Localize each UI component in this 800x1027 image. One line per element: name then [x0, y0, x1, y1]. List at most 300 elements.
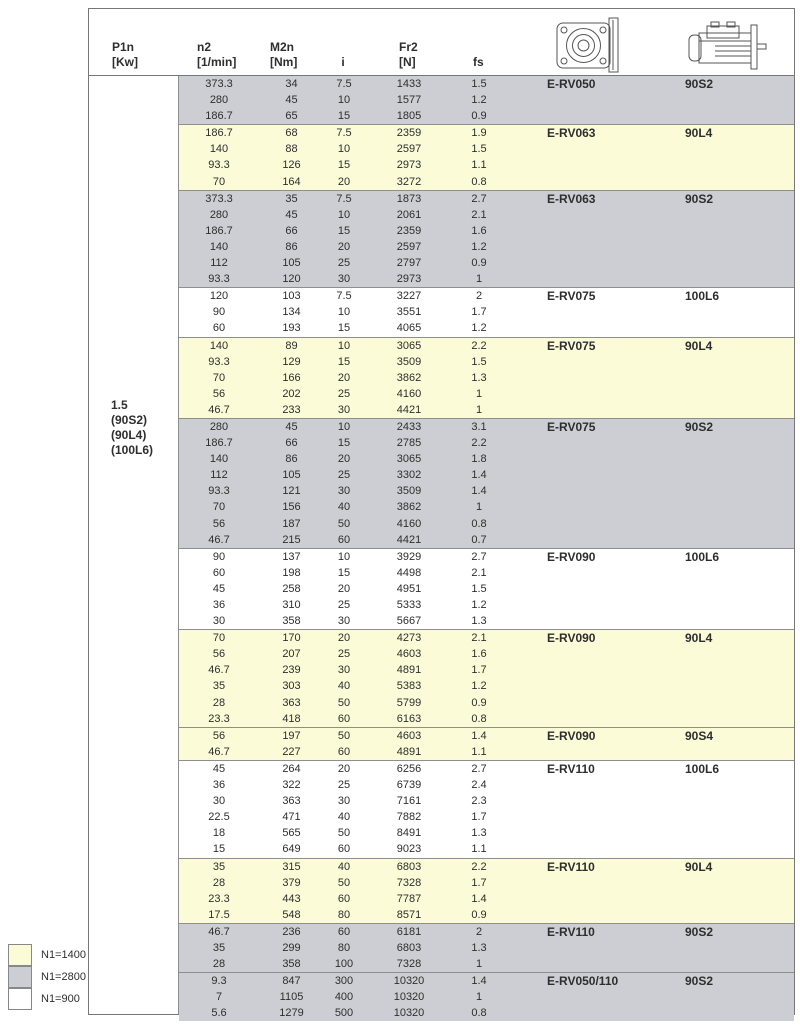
- value-cell: 1.2: [471, 240, 487, 253]
- motor-size-label: 90L4: [685, 631, 713, 646]
- value-cell: 197: [282, 729, 301, 742]
- value-cell: 50: [337, 517, 351, 530]
- value-cell: 28: [212, 696, 226, 709]
- value-cell: 30: [337, 403, 351, 416]
- gearbox-model-label: E-RV110: [547, 761, 595, 776]
- value-cell: 1.5: [471, 78, 487, 90]
- value-cell: 5383: [396, 680, 422, 693]
- value-cell: 373.3: [205, 192, 233, 205]
- table-row: [179, 809, 794, 825]
- value-cell: 5.6: [211, 1007, 227, 1020]
- value-cell: 3065: [396, 339, 422, 352]
- value-cell: 103: [282, 290, 301, 303]
- value-cell: 4160: [396, 517, 422, 530]
- column-header-fr2: Fr2 [N]: [399, 40, 418, 69]
- value-cell: 10320: [393, 975, 425, 988]
- value-cell: 0.8: [471, 712, 487, 725]
- data-rows-area: [179, 76, 794, 1020]
- p1n-power-label: [89, 76, 178, 458]
- table-row: [179, 793, 794, 809]
- value-cell: 10: [337, 420, 351, 433]
- value-cell: 23.3: [208, 712, 230, 725]
- value-cell: 6803: [396, 941, 422, 954]
- value-cell: 15: [337, 224, 351, 237]
- value-cell: 34: [285, 78, 298, 90]
- value-cell: 7882: [396, 811, 422, 824]
- value-cell: 46.7: [208, 403, 230, 416]
- value-cell: 70: [212, 175, 226, 188]
- model-group: [179, 337, 794, 418]
- value-cell: 100: [334, 958, 354, 971]
- value-cell: 2.4: [471, 779, 487, 792]
- value-cell: 20: [337, 762, 351, 775]
- value-cell: 1.3: [471, 827, 487, 840]
- value-cell: 0.8: [471, 175, 487, 188]
- value-cell: 45: [285, 94, 298, 107]
- value-cell: 7161: [396, 795, 422, 808]
- legend-label: N1=900: [41, 993, 80, 1005]
- gearbox-model-label: E-RV075: [547, 419, 596, 434]
- value-cell: 60: [337, 892, 351, 905]
- table-row: [179, 141, 794, 157]
- model-group: [179, 923, 794, 972]
- value-cell: 30: [337, 615, 351, 628]
- value-cell: 15: [337, 566, 351, 579]
- model-group: [179, 548, 794, 629]
- motor-option-1: (90S2): [111, 413, 148, 427]
- value-cell: 30: [337, 485, 351, 498]
- value-cell: 20: [337, 582, 351, 595]
- value-cell: 25: [337, 599, 351, 611]
- table-row: [179, 532, 794, 548]
- motor-size-label: 100L6: [685, 549, 720, 564]
- table-row: [179, 157, 794, 173]
- value-cell: 1.7: [471, 306, 487, 319]
- table-row: [179, 435, 794, 451]
- table-row: [179, 940, 794, 956]
- value-cell: 36: [212, 599, 226, 611]
- value-cell: 1577: [396, 94, 422, 107]
- value-cell: 358: [282, 615, 301, 628]
- value-cell: 1.8: [471, 453, 487, 466]
- table-row: [179, 467, 794, 483]
- value-cell: 80: [337, 908, 351, 921]
- value-cell: 10: [337, 339, 351, 352]
- value-cell: 70: [212, 632, 226, 645]
- value-cell: 30: [212, 615, 226, 628]
- value-cell: 22.5: [208, 811, 230, 824]
- column-header-p1n: P1n [Kw]: [112, 40, 138, 69]
- value-cell: 236: [282, 925, 301, 938]
- value-cell: 1.2: [471, 599, 487, 611]
- value-cell: 1.3: [471, 615, 487, 628]
- value-cell: 86: [285, 453, 298, 466]
- model-group: [179, 287, 794, 336]
- value-cell: 233: [282, 403, 301, 416]
- motor-size-label: 90S2: [685, 191, 714, 206]
- value-cell: 2359: [396, 127, 422, 140]
- value-cell: 60: [337, 745, 351, 758]
- value-cell: 2.7: [471, 550, 487, 563]
- value-cell: 46.7: [208, 664, 230, 677]
- legend-label: N1=2800: [41, 971, 86, 983]
- value-cell: 2973: [396, 273, 422, 286]
- value-cell: 4891: [396, 664, 422, 677]
- value-cell: 60: [337, 925, 351, 938]
- value-cell: 15: [337, 322, 351, 335]
- value-cell: 299: [282, 941, 301, 954]
- value-cell: 0.9: [471, 696, 487, 709]
- motor-size-label: 90S4: [685, 728, 714, 743]
- value-cell: 25: [337, 469, 351, 482]
- value-cell: 1.7: [471, 811, 487, 824]
- legend-item: [8, 944, 86, 966]
- value-cell: 7.5: [336, 127, 352, 140]
- gearbox-model-label: E-RV110: [547, 859, 595, 874]
- value-cell: 6739: [396, 779, 422, 792]
- table-row: [179, 239, 794, 255]
- value-cell: 112: [210, 257, 228, 270]
- model-group: [179, 190, 794, 288]
- table-row: [179, 989, 794, 1005]
- value-cell: 1: [475, 387, 483, 400]
- value-cell: 565: [282, 827, 301, 840]
- value-cell: 1.7: [471, 876, 487, 889]
- table-row: [179, 565, 794, 581]
- value-cell: 186.7: [205, 110, 233, 123]
- value-cell: 280: [209, 420, 229, 433]
- value-cell: 7.5: [336, 78, 352, 90]
- value-cell: 3227: [396, 290, 422, 303]
- value-cell: 280: [209, 94, 229, 107]
- value-cell: 40: [337, 680, 351, 693]
- value-cell: 280: [209, 208, 229, 221]
- value-cell: 7.5: [336, 192, 352, 205]
- value-cell: 471: [282, 811, 301, 824]
- table-row: [179, 354, 794, 370]
- value-cell: 10320: [393, 991, 425, 1004]
- gearbox-model-label: E-RV075: [547, 289, 596, 304]
- value-cell: 1: [475, 501, 483, 514]
- table-row: [179, 108, 794, 124]
- table-row: [179, 907, 794, 923]
- value-cell: 1105: [279, 991, 304, 1004]
- value-cell: 3302: [396, 469, 422, 482]
- value-cell: 45: [212, 582, 226, 595]
- value-cell: 15: [337, 110, 351, 123]
- motor-size-label: 90L4: [685, 126, 713, 141]
- value-cell: 315: [282, 860, 301, 873]
- motor-size-label: 90S2: [685, 419, 714, 434]
- value-cell: 140: [209, 240, 229, 253]
- model-group: [179, 76, 794, 124]
- value-cell: 20: [337, 453, 351, 466]
- value-cell: 80: [337, 941, 351, 954]
- value-cell: 2785: [396, 437, 422, 450]
- value-cell: 2.2: [471, 860, 487, 873]
- value-cell: 25: [337, 779, 351, 792]
- value-cell: 93.3: [208, 159, 230, 172]
- value-cell: 156: [282, 501, 301, 514]
- value-cell: 198: [282, 566, 301, 579]
- value-cell: 1.3: [471, 371, 487, 384]
- value-cell: 2.1: [471, 208, 487, 221]
- motor-option-2: (90L4): [111, 428, 147, 442]
- value-cell: 93.3: [208, 273, 230, 286]
- value-cell: 1.3: [471, 941, 487, 954]
- table-row: [179, 499, 794, 515]
- value-cell: 500: [334, 1007, 354, 1020]
- value-cell: 5667: [396, 615, 422, 628]
- value-cell: 1.4: [471, 469, 487, 482]
- table-row: [179, 875, 794, 891]
- value-cell: 8491: [396, 827, 422, 840]
- value-cell: 3551: [396, 306, 422, 319]
- value-cell: 1.2: [471, 94, 487, 107]
- value-cell: 1.4: [471, 892, 487, 905]
- table-row: [179, 386, 794, 402]
- motor-size-label: 100L6: [685, 761, 720, 776]
- table-row: [179, 255, 794, 271]
- table-row: [179, 777, 794, 793]
- value-cell: 1.1: [471, 843, 487, 856]
- value-cell: 4421: [396, 403, 422, 416]
- value-cell: 6181: [396, 925, 422, 938]
- table-row: [179, 483, 794, 499]
- value-cell: 443: [282, 892, 301, 905]
- table-row: [179, 207, 794, 223]
- value-cell: 112: [210, 469, 228, 482]
- value-cell: 1: [475, 403, 483, 416]
- value-cell: 373.3: [205, 78, 233, 90]
- value-cell: 3862: [396, 371, 422, 384]
- value-cell: 23.3: [208, 892, 230, 905]
- table-row: [179, 841, 794, 857]
- value-cell: 6803: [396, 860, 422, 873]
- model-group: [179, 727, 794, 760]
- value-cell: 1.9: [471, 127, 487, 140]
- value-cell: 258: [282, 582, 301, 595]
- value-cell: 15: [212, 843, 226, 856]
- value-cell: 60: [337, 712, 351, 725]
- value-cell: 140: [209, 143, 229, 156]
- value-cell: 66: [285, 224, 298, 237]
- value-cell: 2: [475, 290, 483, 303]
- model-group: [179, 124, 794, 189]
- motor-side-icon: [681, 21, 777, 76]
- gearmotor-selection-table: [88, 8, 795, 1020]
- table-row: [179, 613, 794, 629]
- value-cell: 25: [337, 387, 351, 400]
- value-cell: 193: [282, 322, 301, 335]
- value-cell: 129: [282, 355, 301, 368]
- table-row: [179, 370, 794, 386]
- value-cell: 120: [209, 290, 229, 303]
- speed-color-legend: [8, 944, 86, 1010]
- value-cell: 45: [285, 420, 298, 433]
- motor-size-label: 90L4: [685, 338, 713, 353]
- value-cell: 4603: [396, 648, 422, 661]
- table-row: [179, 451, 794, 467]
- value-cell: 1.4: [471, 485, 487, 498]
- value-cell: 30: [212, 795, 226, 808]
- value-cell: 322: [282, 779, 301, 792]
- value-cell: 1.6: [471, 224, 487, 237]
- value-cell: 140: [209, 453, 229, 466]
- value-cell: 207: [282, 648, 301, 661]
- value-cell: 60: [212, 322, 226, 335]
- value-cell: 46.7: [208, 925, 230, 938]
- value-cell: 93.3: [208, 485, 230, 498]
- column-header-n2: n2 [1/min]: [197, 40, 237, 69]
- value-cell: 66: [285, 437, 298, 450]
- value-cell: 310: [282, 599, 301, 611]
- legend-color-swatch: [8, 988, 32, 1010]
- value-cell: 93.3: [208, 355, 230, 368]
- value-cell: 264: [282, 762, 301, 775]
- value-cell: 60: [212, 566, 226, 579]
- value-cell: 20: [337, 175, 351, 188]
- value-cell: 363: [282, 696, 301, 709]
- value-cell: 40: [337, 811, 351, 824]
- model-group: [179, 972, 794, 1021]
- value-cell: 2359: [396, 224, 422, 237]
- value-cell: 4273: [396, 632, 422, 645]
- value-cell: 70: [212, 371, 226, 384]
- value-cell: 5333: [396, 599, 422, 611]
- table-row: [179, 662, 794, 678]
- value-cell: 10: [337, 306, 351, 319]
- value-cell: 227: [282, 745, 301, 758]
- table-row: [179, 304, 794, 320]
- model-group: [179, 629, 794, 727]
- value-cell: 5799: [396, 696, 422, 709]
- gearbox-model-label: E-RV063: [547, 191, 596, 206]
- value-cell: 20: [337, 632, 351, 645]
- value-cell: 6256: [396, 762, 422, 775]
- table-row: [179, 402, 794, 418]
- value-cell: 56: [212, 517, 226, 530]
- value-cell: 2.2: [471, 339, 487, 352]
- value-cell: 0.9: [471, 908, 487, 921]
- value-cell: 56: [212, 648, 226, 661]
- value-cell: 548: [282, 908, 301, 921]
- value-cell: 1: [475, 958, 483, 971]
- value-cell: 1.7: [471, 664, 487, 677]
- table-row: [179, 581, 794, 597]
- value-cell: 1.4: [471, 729, 487, 742]
- value-cell: 1.4: [471, 975, 487, 988]
- value-cell: 90: [212, 306, 226, 319]
- value-cell: 45: [212, 762, 226, 775]
- legend-item: [8, 988, 86, 1010]
- value-cell: 186.7: [205, 127, 233, 140]
- table-body: [89, 76, 794, 1020]
- value-cell: 140: [209, 339, 229, 352]
- value-cell: 10320: [393, 1007, 425, 1020]
- value-cell: 9.3: [211, 975, 227, 988]
- value-cell: 121: [282, 485, 301, 498]
- value-cell: 3509: [396, 485, 422, 498]
- value-cell: 2597: [396, 240, 422, 253]
- value-cell: 30: [337, 664, 351, 677]
- table-row: [179, 646, 794, 662]
- table-row: [179, 956, 794, 972]
- value-cell: 35: [285, 192, 298, 205]
- value-cell: 0.8: [471, 1007, 487, 1020]
- value-cell: 20: [337, 240, 351, 253]
- gearbox-model-label: E-RV090: [547, 631, 596, 646]
- value-cell: 15: [337, 437, 351, 450]
- table-row: [179, 223, 794, 239]
- table-row: [179, 711, 794, 727]
- value-cell: 1.2: [471, 680, 487, 693]
- value-cell: 6163: [396, 712, 422, 725]
- value-cell: 187: [282, 517, 301, 530]
- value-cell: 7787: [396, 892, 422, 905]
- value-cell: 10: [337, 94, 351, 107]
- value-cell: 3272: [396, 175, 422, 188]
- value-cell: 2.1: [471, 566, 487, 579]
- value-cell: 0.9: [471, 257, 487, 270]
- legend-color-swatch: [8, 966, 32, 988]
- value-cell: 46.7: [208, 533, 230, 546]
- worm-gearbox-front-icon: [547, 16, 647, 79]
- value-cell: 7328: [396, 958, 422, 971]
- value-cell: 418: [282, 712, 301, 725]
- value-cell: 88: [285, 143, 298, 156]
- value-cell: 1805: [396, 110, 422, 123]
- value-cell: 70: [212, 501, 226, 514]
- value-cell: 1: [475, 273, 483, 286]
- value-cell: 28: [212, 958, 226, 971]
- legend-item: [8, 966, 86, 988]
- table-row: [179, 1005, 794, 1021]
- p1n-power-cell: [89, 76, 179, 1014]
- value-cell: 65: [285, 110, 298, 123]
- value-cell: 1.5: [471, 582, 487, 595]
- value-cell: 3065: [396, 453, 422, 466]
- value-cell: 10: [337, 550, 351, 563]
- value-cell: 120: [282, 273, 301, 286]
- value-cell: 1.2: [471, 322, 487, 335]
- value-cell: 4065: [396, 322, 422, 335]
- value-cell: 2: [475, 925, 483, 938]
- motor-size-label: 90S2: [685, 974, 714, 989]
- value-cell: 379: [282, 876, 301, 889]
- value-cell: 1433: [396, 78, 422, 90]
- motor-size-label: 90L4: [685, 859, 713, 874]
- value-cell: 649: [282, 843, 301, 856]
- value-cell: 4498: [396, 566, 422, 579]
- value-cell: 164: [282, 175, 301, 188]
- model-group: [179, 858, 794, 923]
- value-cell: 166: [282, 371, 301, 384]
- model-group: [179, 760, 794, 858]
- value-cell: 4160: [396, 387, 422, 400]
- gearbox-model-label: E-RV063: [547, 126, 596, 141]
- column-header-fs: fs: [473, 55, 484, 69]
- value-cell: 7.5: [336, 290, 352, 303]
- value-cell: 17.5: [208, 908, 230, 921]
- value-cell: 89: [285, 339, 298, 352]
- power-value: 1.5: [111, 398, 128, 412]
- value-cell: 10: [337, 208, 351, 221]
- table-row: [179, 825, 794, 841]
- value-cell: 4603: [396, 729, 422, 742]
- value-cell: 358: [282, 958, 301, 971]
- column-header-m2n: M2n [Nm]: [270, 40, 298, 69]
